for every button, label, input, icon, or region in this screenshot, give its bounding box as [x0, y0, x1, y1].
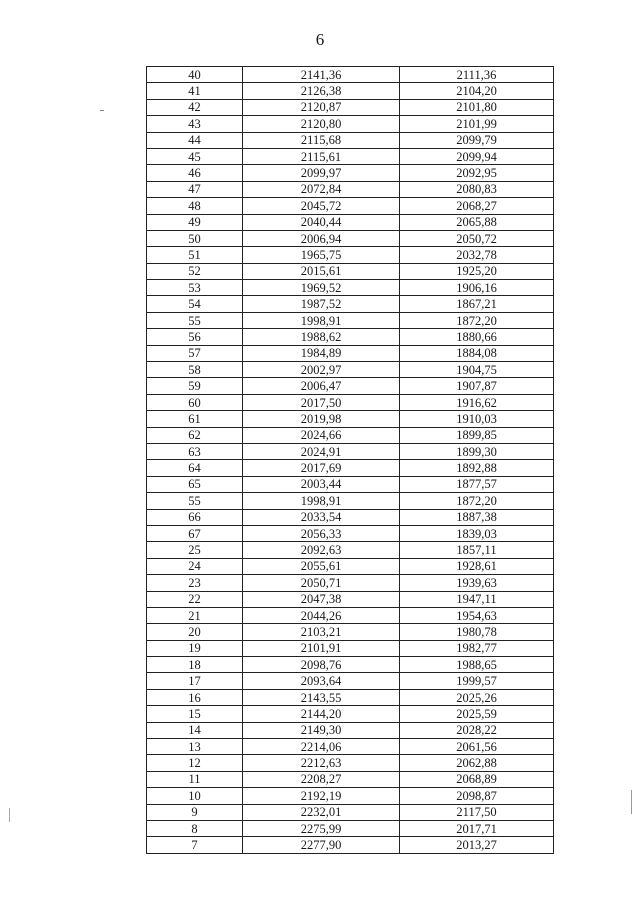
table-row — [147, 624, 554, 640]
x-coordinate-cell: 2277,90 — [243, 837, 400, 853]
y-coordinate-cell: 2017,71 — [400, 820, 554, 836]
y-coordinate-cell: 2025,26 — [400, 689, 554, 705]
table-row — [147, 689, 554, 705]
point-number-cell: 46 — [147, 165, 243, 181]
x-coordinate-cell: 2115,61 — [243, 148, 400, 164]
table-row — [147, 296, 554, 312]
table-row — [147, 657, 554, 673]
point-number-cell: 62 — [147, 427, 243, 443]
y-coordinate-cell: 1916,62 — [400, 394, 554, 410]
table-row — [147, 83, 554, 99]
y-coordinate-cell: 2061,56 — [400, 739, 554, 755]
x-coordinate-cell: 2098,76 — [243, 657, 400, 673]
x-coordinate-cell: 2101,91 — [243, 640, 400, 656]
y-coordinate-cell: 1999,57 — [400, 673, 554, 689]
table-row — [147, 230, 554, 246]
point-number-cell: 55 — [147, 493, 243, 509]
point-number-cell: 57 — [147, 345, 243, 361]
x-coordinate-cell: 2092,63 — [243, 542, 400, 558]
table-row — [147, 837, 554, 853]
table-row — [147, 263, 554, 279]
point-number-cell: 61 — [147, 411, 243, 427]
y-coordinate-cell: 2104,20 — [400, 83, 554, 99]
x-coordinate-cell: 1988,62 — [243, 329, 400, 345]
table-row — [147, 312, 554, 328]
y-coordinate-cell: 1910,03 — [400, 411, 554, 427]
x-coordinate-cell: 2099,97 — [243, 165, 400, 181]
table-row — [147, 198, 554, 214]
x-coordinate-cell: 2047,38 — [243, 591, 400, 607]
y-coordinate-cell: 1954,63 — [400, 607, 554, 623]
point-number-cell: 8 — [147, 820, 243, 836]
x-coordinate-cell: 2044,26 — [243, 607, 400, 623]
y-coordinate-cell: 2092,95 — [400, 165, 554, 181]
y-coordinate-cell: 2065,88 — [400, 214, 554, 230]
point-number-cell: 54 — [147, 296, 243, 312]
y-coordinate-cell: 1907,87 — [400, 378, 554, 394]
y-coordinate-cell: 1982,77 — [400, 640, 554, 656]
y-coordinate-cell: 2117,50 — [400, 804, 554, 820]
x-coordinate-cell: 2033,54 — [243, 509, 400, 525]
y-coordinate-cell: 2101,99 — [400, 116, 554, 132]
y-coordinate-cell: 1988,65 — [400, 657, 554, 673]
x-coordinate-cell: 1987,52 — [243, 296, 400, 312]
point-number-cell: 13 — [147, 739, 243, 755]
table-row — [147, 165, 554, 181]
table-row — [147, 706, 554, 722]
x-coordinate-cell: 2017,50 — [243, 394, 400, 410]
y-coordinate-cell: 1872,20 — [400, 493, 554, 509]
table-row — [147, 378, 554, 394]
point-number-cell: 58 — [147, 362, 243, 378]
x-coordinate-cell: 2006,47 — [243, 378, 400, 394]
x-coordinate-cell: 1998,91 — [243, 312, 400, 328]
y-coordinate-cell: 1899,85 — [400, 427, 554, 443]
scan-speck — [9, 808, 10, 822]
table-row — [147, 214, 554, 230]
coordinates-table-body — [147, 67, 554, 854]
table-row — [147, 116, 554, 132]
coordinates-table — [146, 66, 554, 854]
y-coordinate-cell: 1877,57 — [400, 476, 554, 492]
y-coordinate-cell: 1947,11 — [400, 591, 554, 607]
x-coordinate-cell: 2143,55 — [243, 689, 400, 705]
y-coordinate-cell: 1904,75 — [400, 362, 554, 378]
y-coordinate-cell: 1867,21 — [400, 296, 554, 312]
x-coordinate-cell: 2208,27 — [243, 771, 400, 787]
x-coordinate-cell: 1984,89 — [243, 345, 400, 361]
point-number-cell: 14 — [147, 722, 243, 738]
x-coordinate-cell: 2141,36 — [243, 67, 400, 83]
x-coordinate-cell: 1965,75 — [243, 247, 400, 263]
table-row — [147, 607, 554, 623]
x-coordinate-cell: 2056,33 — [243, 525, 400, 541]
y-coordinate-cell: 1872,20 — [400, 312, 554, 328]
y-coordinate-cell: 2025,59 — [400, 706, 554, 722]
x-coordinate-cell: 2024,91 — [243, 443, 400, 459]
point-number-cell: 65 — [147, 476, 243, 492]
y-coordinate-cell: 2101,80 — [400, 99, 554, 115]
y-coordinate-cell: 2080,83 — [400, 181, 554, 197]
point-number-cell: 9 — [147, 804, 243, 820]
point-number-cell: 15 — [147, 706, 243, 722]
y-coordinate-cell: 1880,66 — [400, 329, 554, 345]
table-row — [147, 67, 554, 83]
y-coordinate-cell: 1925,20 — [400, 263, 554, 279]
table-row — [147, 181, 554, 197]
table-row — [147, 673, 554, 689]
point-number-cell: 22 — [147, 591, 243, 607]
scan-speck — [100, 110, 104, 111]
point-number-cell: 19 — [147, 640, 243, 656]
x-coordinate-cell: 2144,20 — [243, 706, 400, 722]
point-number-cell: 48 — [147, 198, 243, 214]
y-coordinate-cell: 2099,79 — [400, 132, 554, 148]
table-row — [147, 739, 554, 755]
x-coordinate-cell: 2015,61 — [243, 263, 400, 279]
point-number-cell: 41 — [147, 83, 243, 99]
y-coordinate-cell: 2111,36 — [400, 67, 554, 83]
table-row — [147, 460, 554, 476]
table-row — [147, 247, 554, 263]
y-coordinate-cell: 2068,27 — [400, 198, 554, 214]
table-row — [147, 640, 554, 656]
point-number-cell: 60 — [147, 394, 243, 410]
x-coordinate-cell: 2045,72 — [243, 198, 400, 214]
y-coordinate-cell: 1980,78 — [400, 624, 554, 640]
x-coordinate-cell: 2050,71 — [243, 575, 400, 591]
table-row — [147, 575, 554, 591]
table-row — [147, 722, 554, 738]
table-row — [147, 493, 554, 509]
x-coordinate-cell: 2072,84 — [243, 181, 400, 197]
x-coordinate-cell: 2040,44 — [243, 214, 400, 230]
point-number-cell: 50 — [147, 230, 243, 246]
table-row — [147, 148, 554, 164]
table-row — [147, 558, 554, 574]
y-coordinate-cell: 2099,94 — [400, 148, 554, 164]
point-number-cell: 16 — [147, 689, 243, 705]
point-number-cell: 44 — [147, 132, 243, 148]
y-coordinate-cell: 2068,89 — [400, 771, 554, 787]
point-number-cell: 20 — [147, 624, 243, 640]
table-row — [147, 542, 554, 558]
x-coordinate-cell: 1969,52 — [243, 280, 400, 296]
x-coordinate-cell: 2232,01 — [243, 804, 400, 820]
y-coordinate-cell: 2050,72 — [400, 230, 554, 246]
point-number-cell: 55 — [147, 312, 243, 328]
x-coordinate-cell: 2149,30 — [243, 722, 400, 738]
table-row — [147, 411, 554, 427]
x-coordinate-cell: 2192,19 — [243, 788, 400, 804]
point-number-cell: 63 — [147, 443, 243, 459]
y-coordinate-cell: 2098,87 — [400, 788, 554, 804]
table-row — [147, 99, 554, 115]
table-row — [147, 427, 554, 443]
y-coordinate-cell: 2062,88 — [400, 755, 554, 771]
point-number-cell: 21 — [147, 607, 243, 623]
point-number-cell: 24 — [147, 558, 243, 574]
table-row — [147, 132, 554, 148]
y-coordinate-cell: 1884,08 — [400, 345, 554, 361]
table-row — [147, 525, 554, 541]
y-coordinate-cell: 2032,78 — [400, 247, 554, 263]
table-row — [147, 820, 554, 836]
table-row — [147, 804, 554, 820]
coordinates-table-container — [146, 66, 553, 854]
x-coordinate-cell: 2120,80 — [243, 116, 400, 132]
x-coordinate-cell: 2002,97 — [243, 362, 400, 378]
point-number-cell: 67 — [147, 525, 243, 541]
point-number-cell: 12 — [147, 755, 243, 771]
table-row — [147, 443, 554, 459]
x-coordinate-cell: 2126,38 — [243, 83, 400, 99]
point-number-cell: 40 — [147, 67, 243, 83]
table-row — [147, 329, 554, 345]
x-coordinate-cell: 2115,68 — [243, 132, 400, 148]
point-number-cell: 18 — [147, 657, 243, 673]
point-number-cell: 17 — [147, 673, 243, 689]
y-coordinate-cell: 1857,11 — [400, 542, 554, 558]
y-coordinate-cell: 1939,63 — [400, 575, 554, 591]
x-coordinate-cell: 2275,99 — [243, 820, 400, 836]
x-coordinate-cell: 2212,63 — [243, 755, 400, 771]
point-number-cell: 64 — [147, 460, 243, 476]
y-coordinate-cell: 1892,88 — [400, 460, 554, 476]
y-coordinate-cell: 1887,38 — [400, 509, 554, 525]
point-number-cell: 47 — [147, 181, 243, 197]
point-number-cell: 10 — [147, 788, 243, 804]
table-row — [147, 509, 554, 525]
x-coordinate-cell: 2093,64 — [243, 673, 400, 689]
point-number-cell: 42 — [147, 99, 243, 115]
y-coordinate-cell: 1899,30 — [400, 443, 554, 459]
x-coordinate-cell: 2024,66 — [243, 427, 400, 443]
page-number: 6 — [315, 30, 325, 49]
x-coordinate-cell: 2003,44 — [243, 476, 400, 492]
point-number-cell: 45 — [147, 148, 243, 164]
y-coordinate-cell: 2013,27 — [400, 837, 554, 853]
y-coordinate-cell: 1906,16 — [400, 280, 554, 296]
x-coordinate-cell: 2017,69 — [243, 460, 400, 476]
point-number-cell: 25 — [147, 542, 243, 558]
point-number-cell: 23 — [147, 575, 243, 591]
point-number-cell: 66 — [147, 509, 243, 525]
point-number-cell: 7 — [147, 837, 243, 853]
x-coordinate-cell: 2120,87 — [243, 99, 400, 115]
table-row — [147, 591, 554, 607]
table-row — [147, 476, 554, 492]
table-row — [147, 788, 554, 804]
point-number-cell: 43 — [147, 116, 243, 132]
point-number-cell: 56 — [147, 329, 243, 345]
point-number-cell: 49 — [147, 214, 243, 230]
x-coordinate-cell: 2214,06 — [243, 739, 400, 755]
scan-speck — [631, 790, 632, 814]
x-coordinate-cell: 2006,94 — [243, 230, 400, 246]
table-row — [147, 362, 554, 378]
table-row — [147, 345, 554, 361]
x-coordinate-cell: 1998,91 — [243, 493, 400, 509]
point-number-cell: 11 — [147, 771, 243, 787]
point-number-cell: 51 — [147, 247, 243, 263]
x-coordinate-cell: 2055,61 — [243, 558, 400, 574]
x-coordinate-cell: 2103,21 — [243, 624, 400, 640]
y-coordinate-cell: 2028,22 — [400, 722, 554, 738]
y-coordinate-cell: 1839,03 — [400, 525, 554, 541]
x-coordinate-cell: 2019,98 — [243, 411, 400, 427]
table-row — [147, 394, 554, 410]
table-row — [147, 280, 554, 296]
point-number-cell: 59 — [147, 378, 243, 394]
table-row — [147, 755, 554, 771]
y-coordinate-cell: 1928,61 — [400, 558, 554, 574]
table-row — [147, 771, 554, 787]
point-number-cell: 52 — [147, 263, 243, 279]
point-number-cell: 53 — [147, 280, 243, 296]
